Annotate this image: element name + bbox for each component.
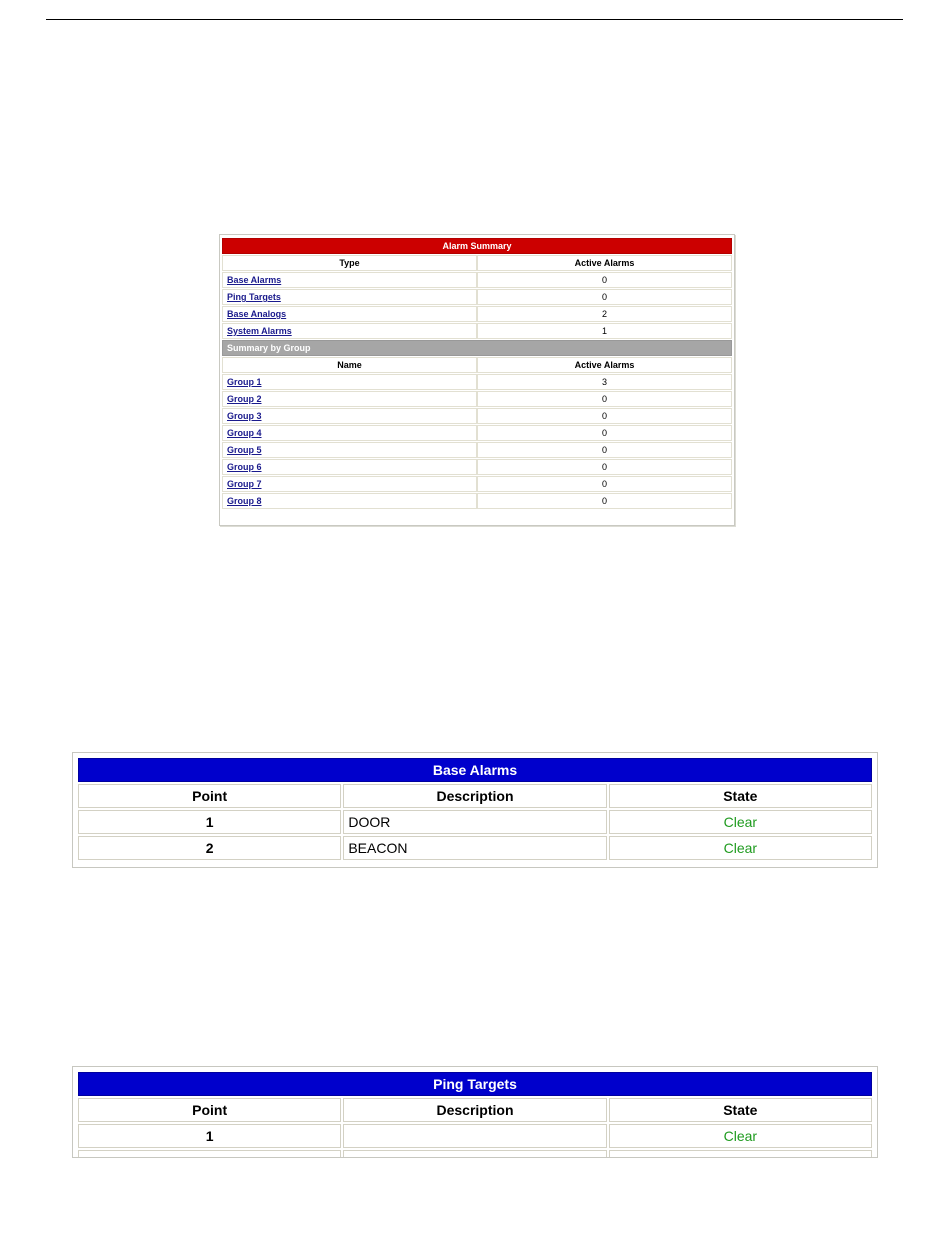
ping-targets-title-row bbox=[78, 1072, 872, 1096]
group-6-link[interactable]: Group 6 bbox=[227, 462, 262, 472]
table-row bbox=[222, 459, 732, 475]
point-description: DOOR bbox=[343, 810, 606, 834]
description-column-header: Description bbox=[343, 1098, 606, 1122]
page-top-rule bbox=[46, 19, 903, 20]
group-alarm-count: 3 bbox=[477, 374, 732, 390]
ping-targets-link[interactable]: Ping Targets bbox=[227, 292, 281, 302]
group-alarm-count: 0 bbox=[477, 476, 732, 492]
base-alarms-table bbox=[76, 756, 874, 862]
summary-by-group-title: Summary by Group bbox=[222, 340, 732, 356]
state-column-header: State bbox=[609, 784, 872, 808]
base-alarms-header-row bbox=[78, 784, 872, 808]
base-alarms-title: Base Alarms bbox=[78, 758, 872, 782]
group-alarm-count: 0 bbox=[477, 425, 732, 441]
ping-targets-title: Ping Targets bbox=[78, 1072, 872, 1096]
group-7-link[interactable]: Group 7 bbox=[227, 479, 262, 489]
group-alarm-count: 0 bbox=[477, 493, 732, 509]
group-alarm-count: 0 bbox=[477, 459, 732, 475]
table-row bbox=[222, 306, 732, 322]
table-row bbox=[78, 1150, 872, 1158]
ping-targets-panel bbox=[72, 1066, 878, 1158]
base-analogs-link[interactable]: Base Analogs bbox=[227, 309, 287, 319]
point-description bbox=[343, 1150, 606, 1158]
type-column-header: Type bbox=[222, 255, 477, 271]
table-row bbox=[222, 272, 732, 288]
table-row bbox=[222, 323, 732, 339]
alarm-summary-panel bbox=[219, 234, 735, 526]
group-1-link[interactable]: Group 1 bbox=[227, 377, 262, 387]
active-alarms-count: 2 bbox=[477, 306, 732, 322]
table-row bbox=[222, 408, 732, 424]
summary-by-group-row bbox=[222, 340, 732, 356]
ping-targets-table bbox=[76, 1070, 874, 1158]
group-alarm-count: 0 bbox=[477, 408, 732, 424]
group-4-link[interactable]: Group 4 bbox=[227, 428, 262, 438]
alarm-summary-title-row bbox=[222, 238, 732, 254]
group-alarm-count: 0 bbox=[477, 442, 732, 458]
point-number: 1 bbox=[78, 810, 341, 834]
alarm-summary-table bbox=[222, 237, 732, 510]
table-row bbox=[222, 493, 732, 509]
base-alarms-link[interactable]: Base Alarms bbox=[227, 275, 282, 285]
group-alarm-count: 0 bbox=[477, 391, 732, 407]
group-active-alarms-header: Active Alarms bbox=[477, 357, 732, 373]
table-row bbox=[222, 289, 732, 305]
alarm-summary-title: Alarm Summary bbox=[222, 238, 732, 254]
active-alarms-count: 0 bbox=[477, 272, 732, 288]
table-row bbox=[222, 442, 732, 458]
table-row bbox=[78, 810, 872, 834]
group-8-link[interactable]: Group 8 bbox=[227, 496, 262, 506]
point-number: 2 bbox=[78, 836, 341, 860]
name-column-header: Name bbox=[222, 357, 477, 373]
table-row bbox=[78, 1124, 872, 1148]
point-state: Clear bbox=[609, 1124, 872, 1148]
active-alarms-column-header: Active Alarms bbox=[477, 255, 732, 271]
point-description: BEACON bbox=[343, 836, 606, 860]
base-alarms-panel bbox=[72, 752, 878, 868]
group-3-link[interactable]: Group 3 bbox=[227, 411, 262, 421]
active-alarms-count: 1 bbox=[477, 323, 732, 339]
table-row bbox=[222, 425, 732, 441]
point-number: 1 bbox=[78, 1124, 341, 1148]
active-alarms-count: 0 bbox=[477, 289, 732, 305]
table-row bbox=[222, 374, 732, 390]
point-state: Clear bbox=[609, 836, 872, 860]
description-column-header: Description bbox=[343, 784, 606, 808]
table-row bbox=[78, 836, 872, 860]
alarm-type-header-row bbox=[222, 255, 732, 271]
table-row bbox=[222, 476, 732, 492]
point-number bbox=[78, 1150, 341, 1158]
base-alarms-title-row bbox=[78, 758, 872, 782]
point-state: Clear bbox=[609, 810, 872, 834]
system-alarms-link[interactable]: System Alarms bbox=[227, 326, 292, 336]
group-2-link[interactable]: Group 2 bbox=[227, 394, 262, 404]
state-column-header: State bbox=[609, 1098, 872, 1122]
point-description bbox=[343, 1124, 606, 1148]
group-header-row bbox=[222, 357, 732, 373]
ping-targets-header-row bbox=[78, 1098, 872, 1122]
table-row bbox=[222, 391, 732, 407]
point-column-header: Point bbox=[78, 784, 341, 808]
point-column-header: Point bbox=[78, 1098, 341, 1122]
group-5-link[interactable]: Group 5 bbox=[227, 445, 262, 455]
point-state bbox=[609, 1150, 872, 1158]
